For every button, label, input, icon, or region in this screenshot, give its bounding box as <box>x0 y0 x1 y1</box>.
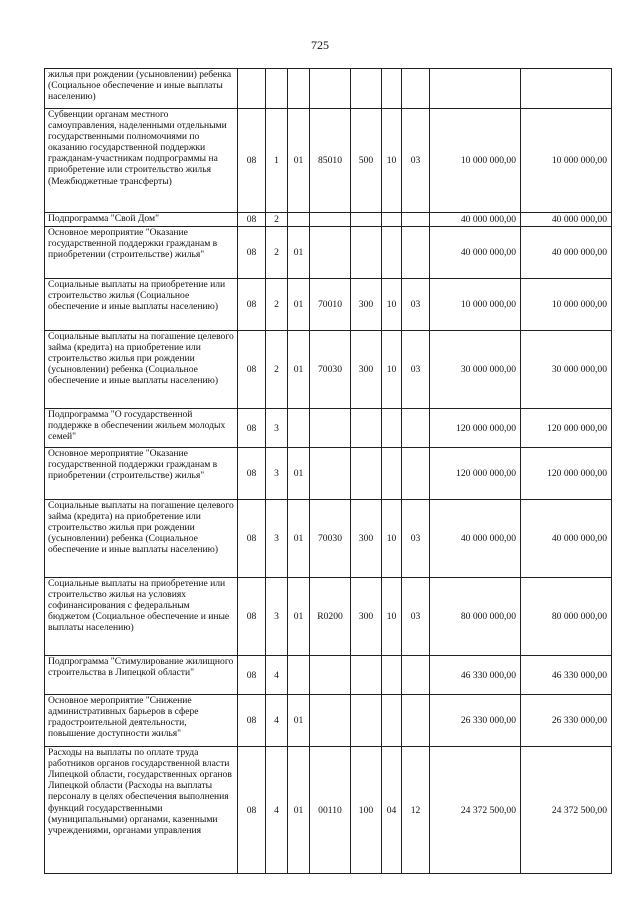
amount-year1-cell: 40 000 000,00 <box>430 227 521 279</box>
amount-year2-cell <box>521 69 612 109</box>
program-cell: 3 <box>266 448 288 500</box>
section-cell: 08 <box>238 656 266 695</box>
amount-year2-cell: 30 000 000,00 <box>521 331 612 409</box>
expense-type-cell <box>351 656 382 695</box>
amount-year2-cell: 40 000 000,00 <box>521 213 612 227</box>
target-article-cell: 85010 <box>310 109 351 213</box>
division-cell <box>382 409 402 448</box>
subprogram-cell: 01 <box>288 500 310 578</box>
section-cell: 08 <box>238 331 266 409</box>
program-cell <box>266 69 288 109</box>
program-cell: 2 <box>266 331 288 409</box>
row-name-cell: Субвенции органам местного самоуправления, наделенными отдельными государственными полномочиями по оказанию государственной поддержки гражданам-участникам подпрограммы на приобретение или строительство жилья (Межбюджетные трансферты) <box>45 109 238 213</box>
amount-year1-cell: 40 000 000,00 <box>430 213 521 227</box>
amount-year2-cell: 10 000 000,00 <box>521 279 612 331</box>
target-article-cell <box>310 69 351 109</box>
expense-type-cell <box>351 213 382 227</box>
section-cell: 08 <box>238 227 266 279</box>
subprogram-cell <box>288 656 310 695</box>
division-cell: 10 <box>382 331 402 409</box>
row-name-cell: Основное мероприятие "Оказание государственной поддержки гражданам в приобретении (строительстве) жилья" <box>45 448 238 500</box>
page-number: 725 <box>311 38 329 52</box>
target-article-cell: 70010 <box>310 279 351 331</box>
row-name-cell: Социальные выплаты на приобретение или строительство жилья на условиях софинансирования с федеральным бюджетом (Социальное обеспечение и иные выплаты населению) <box>45 578 238 656</box>
table-row <box>45 448 612 500</box>
subdivision-cell <box>402 69 430 109</box>
target-article-cell <box>310 213 351 227</box>
section-cell: 08 <box>238 409 266 448</box>
subprogram-cell: 01 <box>288 331 310 409</box>
expense-type-cell <box>351 448 382 500</box>
expense-type-cell: 300 <box>351 331 382 409</box>
subdivision-cell <box>402 695 430 747</box>
subprogram-cell <box>288 69 310 109</box>
amount-year1-cell: 10 000 000,00 <box>430 109 521 213</box>
program-cell: 2 <box>266 279 288 331</box>
division-cell: 04 <box>382 747 402 874</box>
expense-type-cell: 300 <box>351 578 382 656</box>
subdivision-cell <box>402 213 430 227</box>
target-article-cell <box>310 409 351 448</box>
division-cell: 10 <box>382 109 402 213</box>
division-cell: 10 <box>382 279 402 331</box>
section-cell: 08 <box>238 279 266 331</box>
target-article-cell <box>310 227 351 279</box>
table-row <box>45 69 612 109</box>
division-cell <box>382 695 402 747</box>
section-cell: 08 <box>238 448 266 500</box>
amount-year1-cell: 46 330 000,00 <box>430 656 521 695</box>
expense-type-cell <box>351 409 382 448</box>
amount-year2-cell: 26 330 000,00 <box>521 695 612 747</box>
subprogram-cell <box>288 409 310 448</box>
amount-year1-cell: 30 000 000,00 <box>430 331 521 409</box>
section-cell: 08 <box>238 695 266 747</box>
program-cell: 3 <box>266 578 288 656</box>
program-cell: 1 <box>266 109 288 213</box>
subprogram-cell: 01 <box>288 227 310 279</box>
subdivision-cell <box>402 227 430 279</box>
section-cell: 08 <box>238 109 266 213</box>
subdivision-cell: 03 <box>402 279 430 331</box>
row-name-cell: Подпрограмма "Свой Дом" <box>45 213 238 227</box>
division-cell: 10 <box>382 578 402 656</box>
subdivision-cell <box>402 448 430 500</box>
program-cell: 3 <box>266 409 288 448</box>
subprogram-cell: 01 <box>288 747 310 874</box>
expense-type-cell <box>351 695 382 747</box>
row-name-cell: Подпрограмма "Стимулирование жилищного строительства в Липецкой области" <box>45 656 238 695</box>
amount-year2-cell: 24 372 500,00 <box>521 747 612 874</box>
table-row <box>45 109 612 213</box>
target-article-cell: R0200 <box>310 578 351 656</box>
row-name-cell: жилья при рождении (усыновлении) ребенка (Социальное обеспечение и иные выплаты населению) <box>45 69 238 109</box>
row-name-cell: Подпрограмма "О государственной поддержке в обеспечении жильем молодых семей" <box>45 409 238 448</box>
target-article-cell <box>310 656 351 695</box>
division-cell: 10 <box>382 500 402 578</box>
expense-type-cell: 500 <box>351 109 382 213</box>
program-cell: 4 <box>266 747 288 874</box>
subdivision-cell: 03 <box>402 578 430 656</box>
section-cell: 08 <box>238 500 266 578</box>
target-article-cell: 70030 <box>310 500 351 578</box>
division-cell <box>382 69 402 109</box>
amount-year2-cell: 80 000 000,00 <box>521 578 612 656</box>
amount-year2-cell: 40 000 000,00 <box>521 227 612 279</box>
table-row <box>45 213 612 227</box>
expense-type-cell: 100 <box>351 747 382 874</box>
table-row <box>45 695 612 747</box>
division-cell <box>382 227 402 279</box>
target-article-cell <box>310 448 351 500</box>
row-name-cell: Социальные выплаты на погашение целевого займа (кредита) на приобретение или строительство жилья при рождении (усыновлении) ребенка (Социальное обеспечение и иные выплаты населению) <box>45 331 238 409</box>
expense-type-cell <box>351 69 382 109</box>
table-body <box>45 69 612 874</box>
subdivision-cell: 03 <box>402 500 430 578</box>
expense-type-cell: 300 <box>351 279 382 331</box>
row-name-cell: Социальные выплаты на приобретение или строительство жилья (Социальное обеспечение и иные выплаты населению) <box>45 279 238 331</box>
amount-year2-cell: 40 000 000,00 <box>521 500 612 578</box>
amount-year1-cell: 40 000 000,00 <box>430 500 521 578</box>
amount-year1-cell: 120 000 000,00 <box>430 409 521 448</box>
division-cell <box>382 213 402 227</box>
subprogram-cell: 01 <box>288 279 310 331</box>
subdivision-cell <box>402 409 430 448</box>
subprogram-cell: 01 <box>288 109 310 213</box>
subdivision-cell: 03 <box>402 331 430 409</box>
expense-type-cell <box>351 227 382 279</box>
amount-year1-cell: 10 000 000,00 <box>430 279 521 331</box>
amount-year1-cell: 80 000 000,00 <box>430 578 521 656</box>
expense-type-cell: 300 <box>351 500 382 578</box>
row-name-cell: Основное мероприятие "Снижение административных барьеров в сфере градостроительной деятельности, повышение доступности жилья" <box>45 695 238 747</box>
program-cell: 3 <box>266 500 288 578</box>
subprogram-cell <box>288 213 310 227</box>
section-cell: 08 <box>238 747 266 874</box>
amount-year2-cell: 10 000 000,00 <box>521 109 612 213</box>
table-row <box>45 500 612 578</box>
table-row <box>45 578 612 656</box>
section-cell <box>238 69 266 109</box>
table-row <box>45 409 612 448</box>
budget-table <box>44 68 612 874</box>
division-cell <box>382 656 402 695</box>
subdivision-cell <box>402 656 430 695</box>
amount-year1-cell: 24 372 500,00 <box>430 747 521 874</box>
table-row <box>45 747 612 874</box>
amount-year1-cell <box>430 69 521 109</box>
table-row <box>45 279 612 331</box>
subdivision-cell: 03 <box>402 109 430 213</box>
subprogram-cell: 01 <box>288 448 310 500</box>
target-article-cell: 70030 <box>310 331 351 409</box>
amount-year2-cell: 120 000 000,00 <box>521 409 612 448</box>
amount-year1-cell: 26 330 000,00 <box>430 695 521 747</box>
program-cell: 4 <box>266 656 288 695</box>
row-name-cell: Основное мероприятие "Оказание государственной поддержки гражданам в приобретении (строительстве) жилья" <box>45 227 238 279</box>
amount-year2-cell: 120 000 000,00 <box>521 448 612 500</box>
row-name-cell: Социальные выплаты на погашение целевого займа (кредита) на приобретение или строительство жилья при рождении (усыновлении) ребенка (Социальное обеспечение и иные выплаты населению) <box>45 500 238 578</box>
amount-year2-cell: 46 330 000,00 <box>521 656 612 695</box>
row-name-cell: Расходы на выплаты по оплате труда работников органов государственной власти Липецкой области, государственных органов Липецкой области (Расходы на выплаты персоналу в целях обеспечения выполнения функций государственными (муниципальными) органами, казенными учреждениями, органами управления <box>45 747 238 874</box>
amount-year1-cell: 120 000 000,00 <box>430 448 521 500</box>
section-cell: 08 <box>238 578 266 656</box>
subprogram-cell: 01 <box>288 578 310 656</box>
table-row <box>45 656 612 695</box>
division-cell <box>382 448 402 500</box>
table-row <box>45 227 612 279</box>
program-cell: 2 <box>266 213 288 227</box>
section-cell: 08 <box>238 213 266 227</box>
program-cell: 4 <box>266 695 288 747</box>
subdivision-cell: 12 <box>402 747 430 874</box>
target-article-cell: 00110 <box>310 747 351 874</box>
program-cell: 2 <box>266 227 288 279</box>
subprogram-cell: 01 <box>288 695 310 747</box>
table-row <box>45 331 612 409</box>
target-article-cell <box>310 695 351 747</box>
